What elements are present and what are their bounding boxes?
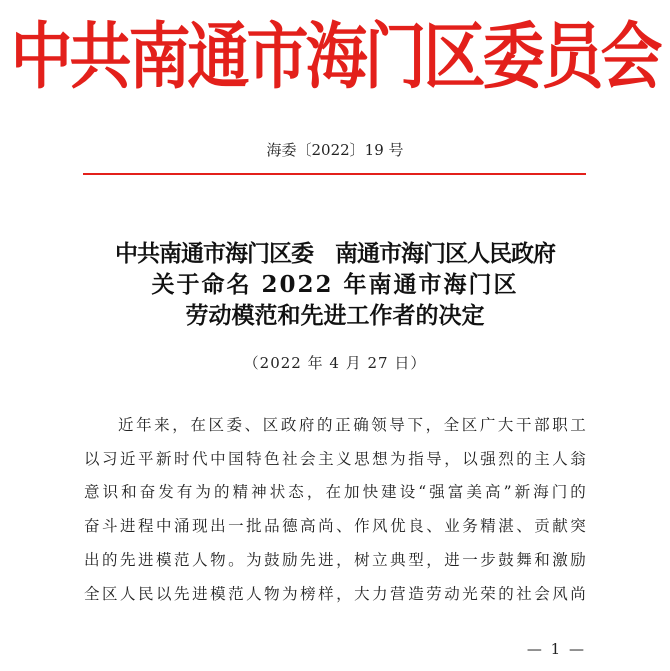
red-divider-line [83, 173, 586, 175]
document-date: （2022 年 4 月 27 日） [243, 354, 427, 372]
body-line: 意识和奋发有为的精神状态，在加快建设“强富美高”新海门的 [84, 483, 586, 502]
title-line-3: 劳动模范和先进工作者的决定 [185, 302, 485, 329]
body-line: 奋斗进程中涌现出一批品德高尚、作风优良、业务精湛、贡献突 [84, 517, 586, 536]
body-line: 以习近平新时代中国特色社会主义思想为指导，以强烈的主人翁 [84, 449, 586, 468]
title-line-2: 关于命名 2022 年南通市海门区 [151, 271, 519, 298]
title-line-1: 中共南通市海门区委 南通市海门区人民政府 [115, 240, 555, 267]
body-line: 全区人民以先进模范人物为榜样，大力营造劳动光荣的社会风尚 [84, 584, 586, 603]
document-number: 海委〔2022〕19 号 [266, 141, 404, 159]
document-title [0, 238, 670, 331]
page-number: — 1 — [526, 640, 586, 658]
body-paragraph [84, 409, 586, 611]
body-line: 出的先进模范人物。为鼓励先进，树立典型，进一步鼓舞和激励 [84, 550, 586, 569]
body-line: 近年来，在区委、区政府的正确领导下，全区广大干部职工 [118, 416, 586, 434]
issuer-heading: 中共南通市海门区委员会 [10, 14, 660, 99]
